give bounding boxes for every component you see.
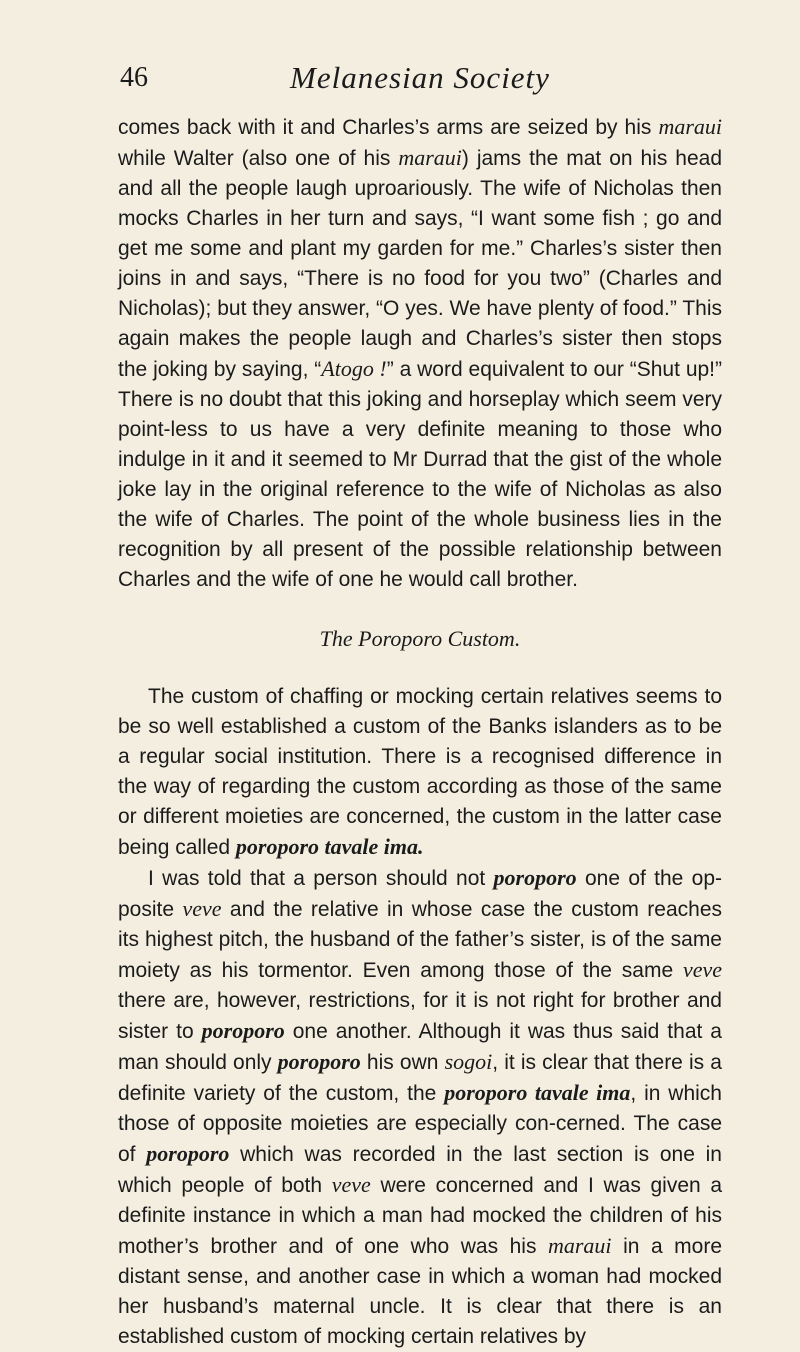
running-title: Melanesian Society bbox=[290, 60, 550, 95]
page-header bbox=[120, 58, 720, 102]
term-veve: veve bbox=[682, 957, 722, 982]
term-poroporo-tavale-ima: poroporo tavale ima bbox=[444, 1080, 631, 1105]
term-poroporo-tavale-ima: poroporo tavale ima. bbox=[235, 834, 424, 859]
term-veve: veve bbox=[331, 1172, 371, 1197]
term-poroporo: poroporo bbox=[493, 865, 577, 890]
body-text bbox=[118, 112, 722, 1352]
term-veve: veve bbox=[182, 896, 222, 921]
term-poroporo: poroporo bbox=[277, 1049, 361, 1074]
term-maraui: maraui bbox=[547, 1233, 612, 1258]
term-sogoi: sogoi bbox=[444, 1049, 493, 1074]
term-atogo: Atogo ! bbox=[321, 356, 387, 381]
section-heading: The Poroporo Custom. bbox=[319, 626, 521, 651]
page-number: 46 bbox=[120, 62, 148, 93]
term-poroporo: poroporo bbox=[201, 1018, 285, 1043]
term-maraui: maraui bbox=[398, 145, 462, 170]
term-maraui: maraui bbox=[658, 114, 722, 139]
paragraph-continued: comes back with it and Charles’s arms are seized by his maraui while Walter (also one of his maraui) jams the mat on his head and all the people laugh uproariously. The wife of Nicholas then mocks Charles in her turn and says, “I want some fish ; go and get me some and plant my garden for me.” Charles’s sister then joins in and says, “There is no food for you two” (Charles and Nicholas); but they answer, “O yes. We have plenty of food.” This again makes the people laugh and Charles’s sister then stops the joking by saying, “Atogo !” a word equivalent to our “Shut up!” There is no doubt that this joking and horseplay which seem very point-less to us have a very definite meaning to those who indulge in it and it seemed to Mr Durrad that the gist of the whole joke lay in the original reference to the wife of Nicholas as also the wife of Charles. The point of the whole business lies in the recognition by all present of the possible relationship between Charles and the wife of one he would call brother. bbox=[118, 114, 723, 591]
paragraph: I was told that a person should not poroporo one of the op-posite veve and the relative in whose case the custom reaches its highest pitch, the husband of the father’s sister, is of the same moiety as his tormentor. Even among those of the same veve there are, however, restrictions, for it is not right for brother and sister to poroporo one another. Although it was thus said that a man should only poroporo his own sogoi, it is clear that there is a definite variety of the custom, the poroporo tavale ima, in which those of opposite moieties are especially con-cerned. The case of poroporo which was recorded in the last section is one in which people of both veve were concerned and I was given a definite instance in which a man had mocked the children of his mother’s brother and of one who was his maraui in a more distant sense, and another case in which a woman had mocked her husband’s maternal uncle. It is clear that there is an established custom of mocking certain relatives by bbox=[118, 865, 723, 1348]
term-poroporo: poroporo bbox=[146, 1141, 230, 1166]
paragraph: The custom of chaffing or mocking certain relatives seems to be so well established a custom of the Banks islanders as to be a regular social institution. There is a recognised difference in the way of regarding the custom according as those of the same or different moieties are concerned, the custom in the latter case being called poroporo tavale ima. bbox=[118, 685, 722, 859]
